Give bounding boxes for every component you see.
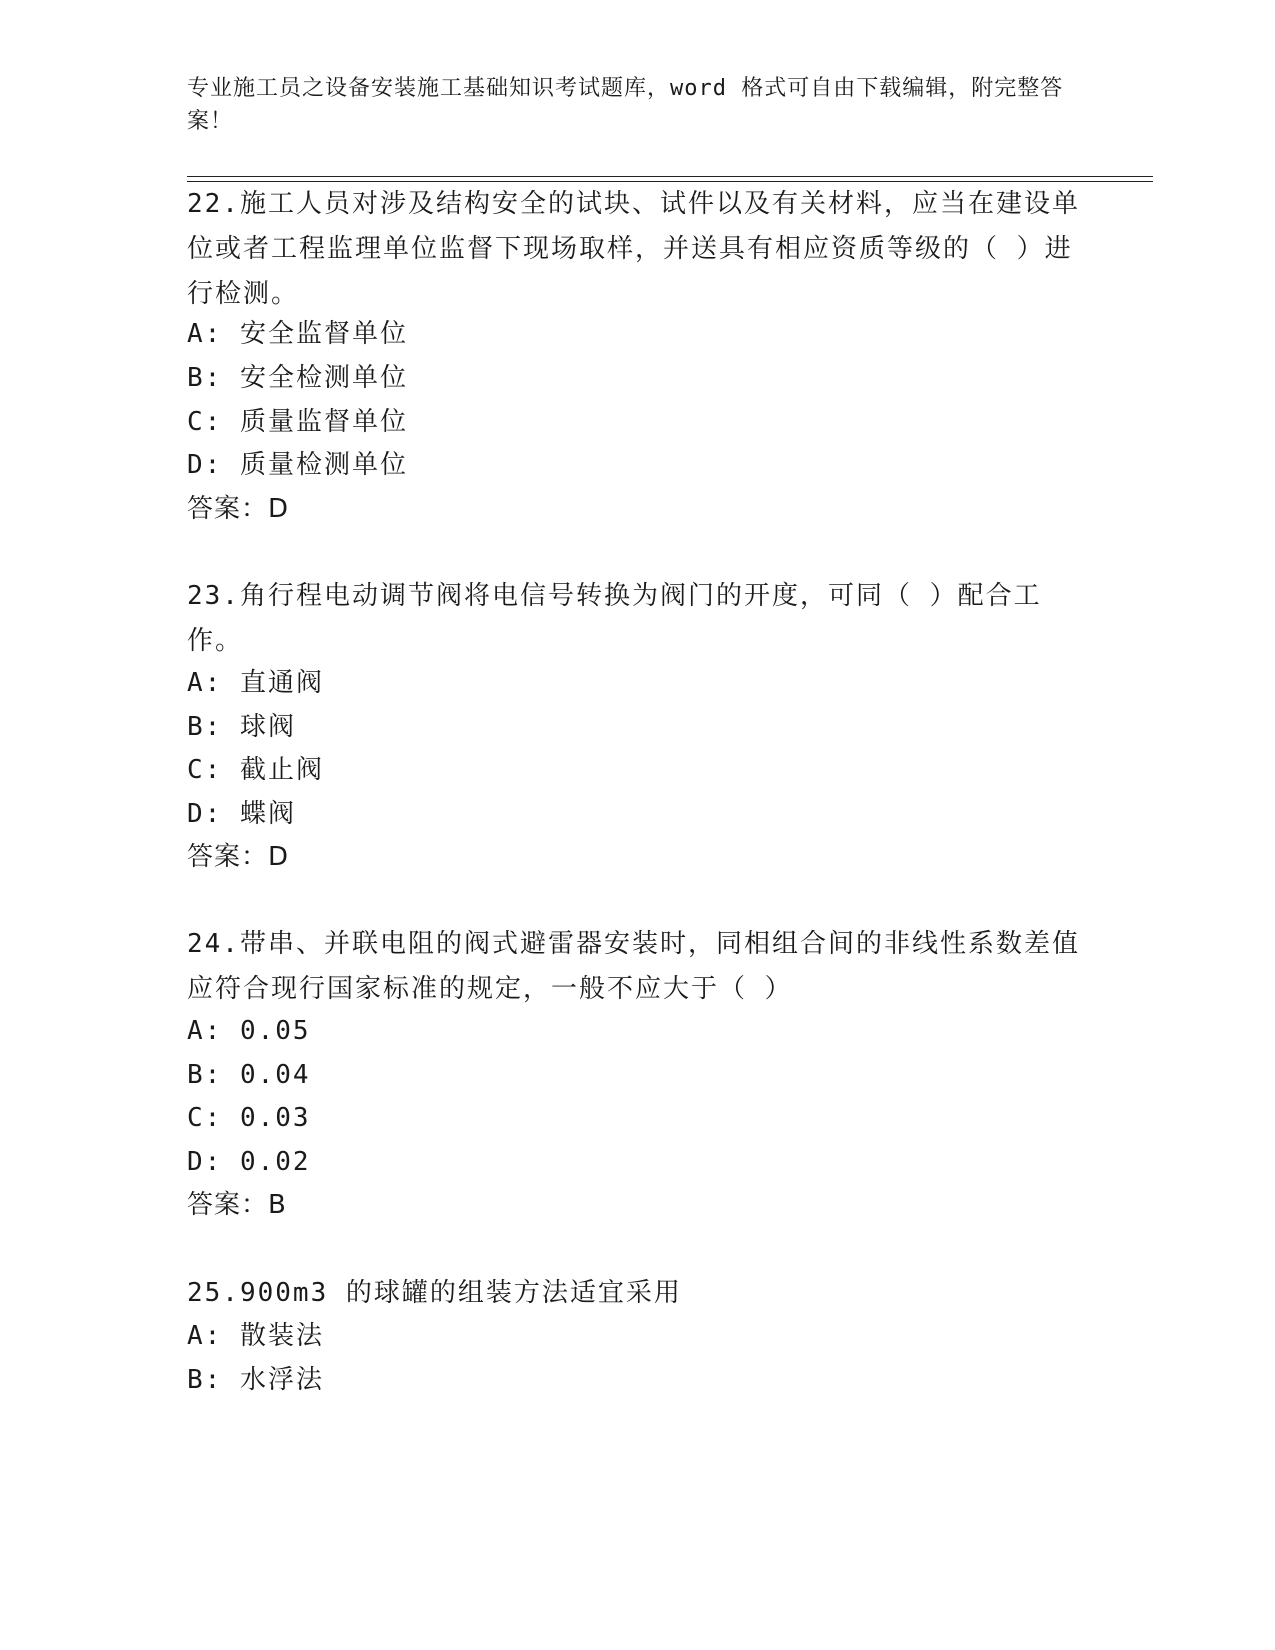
question-24-answer: 答案：B xyxy=(187,1190,287,1220)
question-25-text: 25.900m3 的球罐的组装方法适宜采用 xyxy=(187,1278,682,1308)
question-22-text: 22.施工人员对涉及结构安全的试块、试件以及有关材料，应当在建设单位或者工程监理单位监督下现场取样，并送具有相应资质等级的（ ）进行检测。 xyxy=(187,189,1080,309)
document-header: 专业施工员之设备安装施工基础知识考试题库，word 格式可自由下载编辑，附完整答案！ xyxy=(187,76,1064,134)
header-divider-top xyxy=(187,176,1153,177)
question-22-option-b: B: 安全检测单位 xyxy=(187,363,408,393)
question-23-answer: 答案：D xyxy=(187,842,290,872)
question-24-option-a: A: 0.05 xyxy=(187,1016,311,1046)
question-23-option-b: B: 球阀 xyxy=(187,712,296,742)
question-23-option-d: D: 蝶阀 xyxy=(187,799,296,829)
question-25-option-a: A: 散装法 xyxy=(187,1321,324,1351)
question-22-option-c: C: 质量监督单位 xyxy=(187,407,408,437)
question-22-option-d: D: 质量检测单位 xyxy=(187,450,408,480)
question-23-text: 23.角行程电动调节阀将电信号转换为阀门的开度，可同（ ）配合工作。 xyxy=(187,581,1042,656)
question-22-answer: 答案：D xyxy=(187,494,290,524)
question-24-option-b: B: 0.04 xyxy=(187,1060,311,1090)
question-24-text: 24.带串、并联电阻的阀式避雷器安装时，同相组合间的非线性系数差值应符合现行国家标准的规定，一般不应大于（ ） xyxy=(187,929,1080,1004)
question-24-option-c: C: 0.03 xyxy=(187,1103,311,1133)
question-24-option-d: D: 0.02 xyxy=(187,1147,311,1177)
question-22-option-a: A: 安全监督单位 xyxy=(187,319,408,349)
question-23-option-c: C: 截止阀 xyxy=(187,755,324,785)
question-25-option-b: B: 水浮法 xyxy=(187,1365,324,1395)
question-23-option-a: A: 直通阀 xyxy=(187,668,324,698)
